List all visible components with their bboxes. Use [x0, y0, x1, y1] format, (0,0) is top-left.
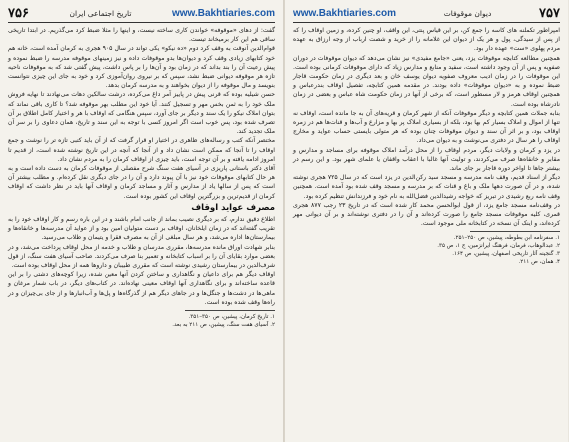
footnote: ۳. گنجینه آثار تاریخی اصفهان، پیشین، ص ۱۶۴.	[452, 251, 560, 258]
left-page-header	[8, 4, 275, 23]
left-page	[0, 0, 284, 442]
paragraph: در یزد و کرمان و ولایات دیگر، مردم اوقاف را از محل درآمد املاک موقوفه برای مساجد و مدارس و مقابر و خانقاه‌ها صرف می‌کردند، و تولیت آنها غالبا با اعقاب واقفان یا علمای شهر بود. و این رسم در بیشتر جاها تا اواخر دوره قاجار بر جای ماند.	[293, 146, 560, 173]
paragraph: گفت: از دهای «موقوفه» خواندن کاری ساخته نیست، و اینها را مثلا ضبط کرد می‌گذریم. در ابتدا تاریخی ساقی هم این کار برمیخاند تیست.	[8, 27, 275, 44]
paragraph: آقای دکتر باستانی پاریزی در آسیای هفت سنگ شرح مفصلی از موقوفات کرمان به دست داده است و به هر حال کتابهای موقوفات خود نیز با آن پیوند دارد و آن را در جای دیگری نقل کرده‌ام. و مطلب بیشتر آن است که پس از سالها یاد از مدارس و آثار و مساجد کرمان و اوقاف آنها باید در نظر داشت که اوقاف کرمان از قدیم‌ترین و بزرگترین اوقاف این کشور بوده است.	[8, 165, 275, 200]
paragraph: دیگر از اسناد قدیم، وقف نامه مدرسه و مسجد سید رکن‌الدین در یزد است که در سال ۷۲۵ هجری نوشته شده، و در آن صورت دهها ملک و باغ و قنات که بر مدرسه و مسجد وقف شده بود آمده است. همچنین وقف نامه ربع رشیدی در تبریز که خواجه رشیدالدین فضل‌الله به نام خود و فرزندانش تنظیم کرده بود.	[293, 174, 560, 200]
running-title: تاریخ اجتماعی ایران	[69, 8, 132, 18]
right-page-header	[293, 4, 560, 23]
footnote: ۱. سفرنامه ابن بطوطه، پیشین، ص ۲۵۰–۲۵۱.	[453, 235, 560, 242]
section-heading: مصرف عواید اوقاف	[191, 202, 275, 213]
site-watermark: www.Bakhtiaries.com	[171, 7, 275, 19]
paragraph: بنابر شهادت اوراق مانده مدرسه‌ها، مقرری مدرسان و طلاب و خدمه از محل اوقاف پرداخت می‌شد، و در بعضی موارد بقایای آن را بر اسباب کتابخانه و تعمیر بنا صرف می‌کردند. صاحب آسیای هفت سنگ، از قول شرف‌الدین در بیمارستان رشیدی نوشته است که مقرری طبیبان و داروها همه از محل اوقاف بوده است.	[8, 243, 275, 270]
footnote: ۲. آسیای هفت سنگ، پیشین، ص ۲۱۱ به بعد.	[172, 322, 275, 329]
paragraph: امپراطور تکملنه های کاسه را جمع کن، بر این قیاس پنتی، این واقف، او چنین کرده، و زمین اوقاف را که از پس از سیدگی، پول و هر یک از دیوان این غلامانه را از خرید و شصت ارباب از وجه ارزاق به عهده مردم پهلوی «ست» عهده دار بود.	[293, 27, 560, 53]
footnotes	[293, 234, 560, 266]
footnote: ۴. همان، ص ۲۱۱.	[518, 259, 560, 266]
footnote-separator	[470, 231, 560, 232]
footnote-separator	[185, 310, 275, 311]
page-number: ۷۵۶	[8, 5, 29, 21]
paragraph: در وقف‌نامه مسجد جامع یزد، از قول ابوالحسن محمد کار شده است که در تاریخ ۲۳ رجب ۸۷۷ هجری قمری، کلیه موقوفات مسجد جامع را صورت کرده‌اند و آن را در دفتری نوشته‌اند و بر آن دیوانی مهر کرده‌اند، و اینک آن نسخه در کتابخانه ملی موجود است.	[293, 201, 560, 228]
paragraph: مختصر آنکه کتب و رساله‌های ظاهری در اختیار او قرار گرفت که از آن باید کتبی تازه تر را نوشت و جمع اوقاف را تا آنجا که ممکن است نشان داد و از آنجا که آنچه در این تاریخ نوشته شده است، از قدیم تا امروز ادامه یافته و بر آن توجه است، باید چیزی از اوقاف کرمان را به مردم نشان داد.	[8, 137, 275, 163]
paragraph: اطلاع دقیق ندارم، که بر دیگری نصیب بماند از جانب امام باشند و در این باره رسم و کار اوقاف خود را به تقریب گفته‌اند که در زمان ایلخانان، اوقاف بر دست متولیان امین بود و از عواید آن مدرسه‌ها و خانقاه‌ها و بیمارستان‌ها اداره می‌شد، و هر سال مبلغی از آن به مصرف فقرا و یتیمان و طلاب می‌رسید.	[8, 216, 275, 242]
paragraph: بنابه جملات همین کتابچه و دیگر موقوفات آنکه از شهر کرمان و قریه‌های آن به جا مانده است، اوقاف نه تنها از اموال و املاک بسیار کم بها بود، بلکه از بسیاری املاک پر بها و مزارع و آب‌ها و قنات‌ها هم در زمره اوقاف بود، و بر اثر آن سند و دیوان موقوفات چنان بوده که هر متولی بایستی حساب عواید و مخارج اوقاف را هر سال در دفتری می‌نوشت و به دیوان می‌داد.	[293, 109, 560, 145]
footnotes	[8, 313, 275, 329]
paragraph: اوقاف دیگر هم برای داعیان و نگاهداری و ساختن کردن آنها معین شده، زیرا کوچه‌های دشتی را بر این قاعده ساخته‌اند و برای نگاهداری آنها اوقاف معینی نهاده‌اند. در کتاب‌های دیگر، در باب شمار مرغان و ماهی‌ها در دشت‌ها و جنگل‌ها و در جاهای دیگر هم از گذرگاه‌ها و پل‌ها و آب‌انبارها و از جای بی‌چیزان و در راه‌ها وقف شده بوده است.	[8, 271, 275, 306]
right-page-body	[293, 26, 560, 228]
paragraph: قوام‌الدین آنوقت به وقف کرد دوم «ده نیکو» یکی تواند در سال ۹۰۵ هجری به کرمان آمده است، خانه هم خود کتابهای زیادی وقف کرد و دیوان‌ها بدو موقوفات داده و نیز زمینهای موقوفه مدرسه را ضبط نموده و پیش رعیت آن را بند بداند که در زمان بود و آن‌ها را بر پاس داشت، پیش گفتی شد که به موقوفات ناحیه تازه هر موقوفه دیوانی ضبط نشد، سپس که بر نیروی روان‌آموزی کرد و خود به جای این چیزی نتوانست بنویسد و مال موقوفه را از دیوان بخواهند و به مدرسه کرمان بدهد.	[8, 45, 275, 90]
page-number: ۷۵۷	[539, 5, 560, 21]
left-page-body	[8, 26, 275, 307]
site-watermark: www.Bakhtiaries.com	[293, 7, 396, 19]
paragraph: حسن شیلیه بوده که قرنی پیش در پاییز آمر داغ می‌کرده، درشت سالکین دهات می‌نهادند تا نهایه فروش ملک خود را به ثمن بخس مهر و تسجیل کنند. آیا خود این مطلب بهر موقوفه شد؟ تا کاری باقی نماند که بتوان املاک نیکو را یک سند و دیگر بر جای آورد، سپس هنگامی که اوقاف با هر و اختیار کامل اطلاق بر آن تصرف شده بود، پس خوب است اگر امروز کسی با توجه به این سند و تاریخ، همان دعاوی را بر سر آن ملک تجدید کند.	[8, 91, 275, 136]
running-title: دیوان موقوفات	[443, 8, 492, 18]
right-page	[284, 0, 568, 442]
paragraph: همچنین مطالعه کتابچه موقوفات یزد، یعنی «جامع مفیدی» نیز نشان می‌دهد که دیوان موقوفات در دوران صفویه و پس از آن وجود داشته است، سفید و منابع و مدارس زیاد که دارای موقوفات کرمانی بوده است. این موقوفات را در زمان ادیب معروف صفویه دیوان یوسف خان و بعد دیگری در زمان حکومت قاجار ضبط نموده و به «دیوان موقوفات» داده بودند. در مقدمه همین کتابچه، تفصیل اوقاف بندرعباس و همچنین اوقاف هرمز و لار مسطور است، که برخی از آنها در زمان حکومت شاه عباس و بعضی در زمان نادرشاه بوده است.	[293, 54, 560, 108]
footnote: ۲. عبدالوهاب، فرمان، فرهنگ ایرانزمین، ج ۱، ص ۳۵.	[437, 243, 560, 250]
footnote: ۱. تاریخ کرمان، پیشین، ص ۳۵۰–۳۵۱.	[188, 314, 275, 321]
